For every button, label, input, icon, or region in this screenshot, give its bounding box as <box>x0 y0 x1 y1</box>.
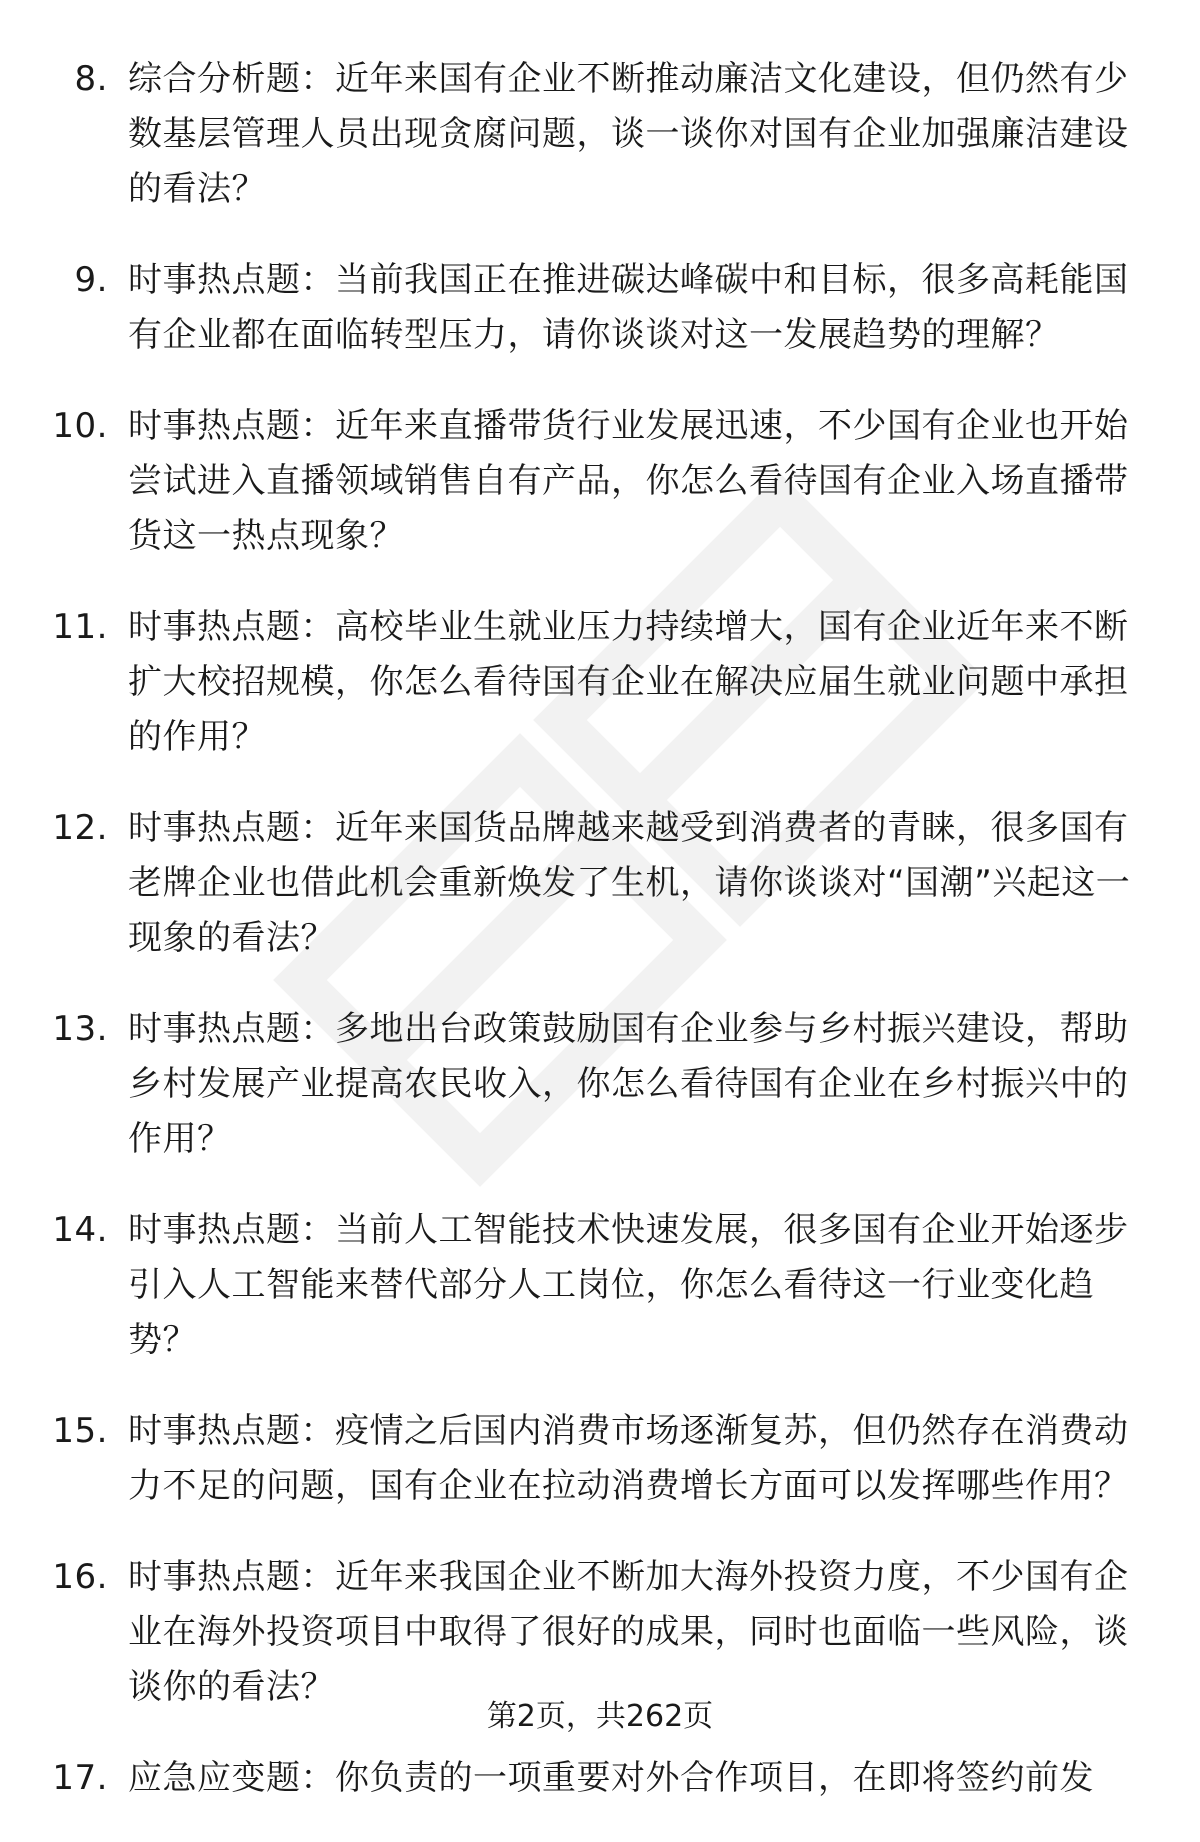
question-item <box>0 1002 1200 1167</box>
question-text: 时事热点题：当前我国正在推进碳达峰碳中和目标，很多高耗能国有企业都在面临转型压力，请你谈谈对这一发展趋势的理解？ <box>128 260 1129 355</box>
question-number: 16. <box>52 1557 108 1597</box>
question-number: 12. <box>52 808 108 848</box>
question-text: 时事热点题：近年来国货品牌越来越受到消费者的青睐，很多国有老牌企业也借此机会重新焕发了生机，请你谈谈对“国潮”兴起这一现象的看法？ <box>128 808 1131 958</box>
question-text: 综合分析题：近年来国有企业不断推动廉洁文化建设，但仍然有少数基层管理人员出现贪腐问题，谈一谈你对国有企业加强廉洁建设的看法？ <box>128 59 1129 209</box>
question-text: 时事热点题：当前人工智能技术快速发展，很多国有企业开始逐步引入人工智能来替代部分人工岗位，你怎么看待这一行业变化趋势？ <box>128 1210 1129 1360</box>
question-text: 时事热点题：多地出台政策鼓励国有企业参与乡村振兴建设，帮助乡村发展产业提高农民收入，你怎么看待国有企业在乡村振兴中的作用？ <box>128 1009 1129 1159</box>
question-number: 14. <box>52 1210 108 1250</box>
question-item <box>0 399 1200 564</box>
question-item <box>0 1404 1200 1514</box>
question-number: 8. <box>74 59 108 99</box>
question-item <box>0 1203 1200 1368</box>
question-text: 时事热点题：近年来直播带货行业发展迅速，不少国有企业也开始尝试进入直播领域销售自有产品，你怎么看待国有企业入场直播带货这一热点现象？ <box>128 406 1129 556</box>
question-number: 15. <box>52 1411 108 1451</box>
question-text: 应急应变题：你负责的一项重要对外合作项目，在即将签约前发 <box>128 1758 1094 1798</box>
question-text: 时事热点题：高校毕业生就业压力持续增大，国有企业近年来不断扩大校招规模，你怎么看待国有企业在解决应届生就业问题中承担的作用？ <box>128 607 1129 757</box>
question-item <box>0 600 1200 765</box>
question-item <box>0 1751 1200 1806</box>
question-number: 10. <box>52 406 108 446</box>
question-number: 9. <box>74 260 108 300</box>
question-item <box>0 801 1200 966</box>
page-number: 第2页，共262页 <box>486 1699 714 1734</box>
question-number: 17. <box>52 1758 108 1798</box>
question-item <box>0 52 1200 217</box>
question-text: 时事热点题：近年来我国企业不断加大海外投资力度，不少国有企业在海外投资项目中取得了很好的成果，同时也面临一些风险，谈谈你的看法？ <box>128 1557 1129 1707</box>
question-number: 13. <box>52 1009 108 1049</box>
question-item <box>0 253 1200 363</box>
question-number: 11. <box>52 607 108 647</box>
question-list <box>0 52 1200 1842</box>
question-item <box>0 1550 1200 1715</box>
question-text: 时事热点题：疫情之后国内消费市场逐渐复苏，但仍然存在消费动力不足的问题，国有企业在拉动消费增长方面可以发挥哪些作用？ <box>128 1411 1129 1506</box>
